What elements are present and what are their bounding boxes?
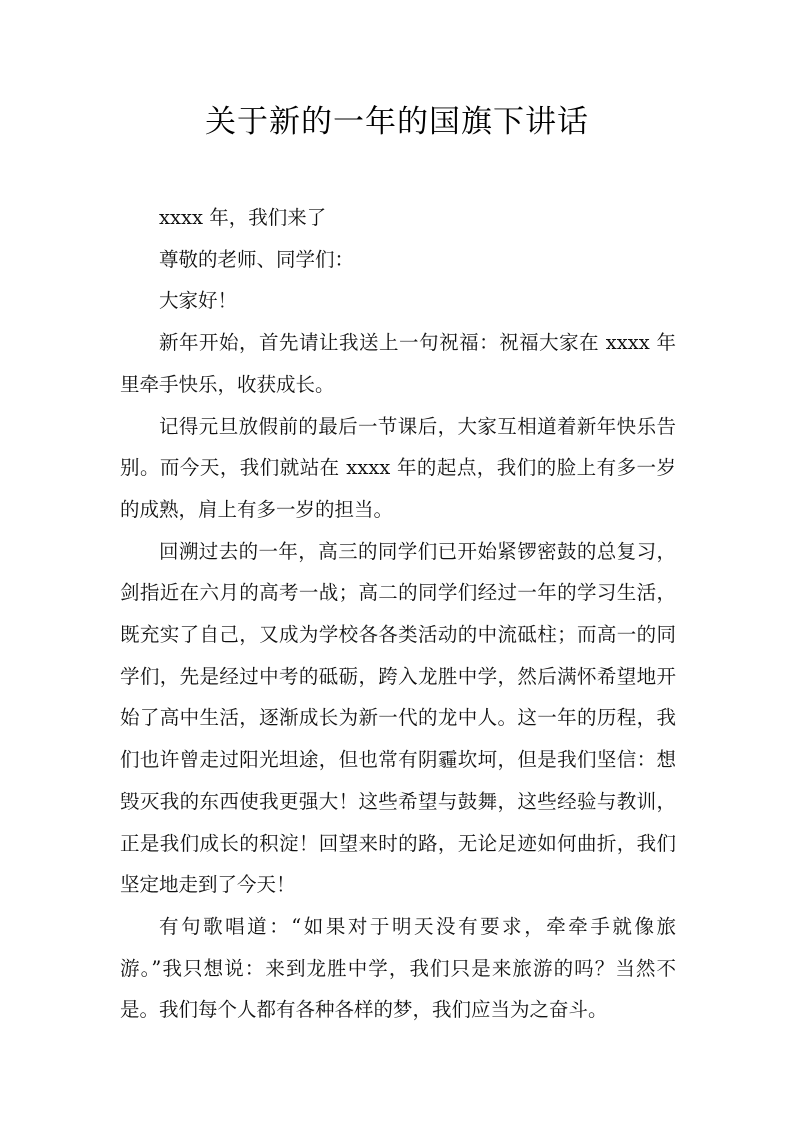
paragraph-retrospect: 回溯过去的一年，高三的同学们已开始紧锣密鼓的总复习，剑指近在六月的高考一战；高二的同学们经过一年的学习生活，既充实了自己，又成为学校各各类活动的中流砥柱；而高一的同学们，先是经过中考的砥砺，跨入龙胜中学，然后满怀希望地开始了高中生活，逐渐成长为新一代的龙中人。这一年的历程，我们也许曾走过阳光坦途，但也常有阴霾坎坷，但是我们坚信：想毁灭我的东西使我更强大！这些希望与鼓舞，这些经验与教训，正是我们成长的积淀！回望来时的路，无论足迹如何曲折，我们坚定地走到了今天！: [120, 539, 676, 897]
paragraph-subtitle: xxxx 年，我们来了: [159, 206, 327, 229]
paragraph-salutation: 尊敬的老师、同学们：: [159, 247, 355, 271]
document-body: [120, 197, 676, 1031]
paragraph-memory: 记得元旦放假前的最后一节课后，大家互相道着新年快乐告别。而今天，我们就站在 xxxx 年的起点，我们的脸上有多一岁的成熟，肩上有多一岁的担当。: [120, 414, 676, 521]
paragraph-blessing: 新年开始，首先请让我送上一句祝福：祝福大家在 xxxx 年里牵手快乐，收获成长。: [120, 331, 676, 396]
paragraph-song: 有句歌唱道：“如果对于明天没有要求，牵牵手就像旅游。”我只想说：来到龙胜中学，我们只是来旅游的吗？当然不是。我们每个人都有各种各样的梦，我们应当为之奋斗。: [120, 914, 676, 1022]
paragraph-greeting: 大家好！: [159, 289, 238, 313]
document-title: 关于新的一年的国旗下讲话: [205, 104, 589, 140]
